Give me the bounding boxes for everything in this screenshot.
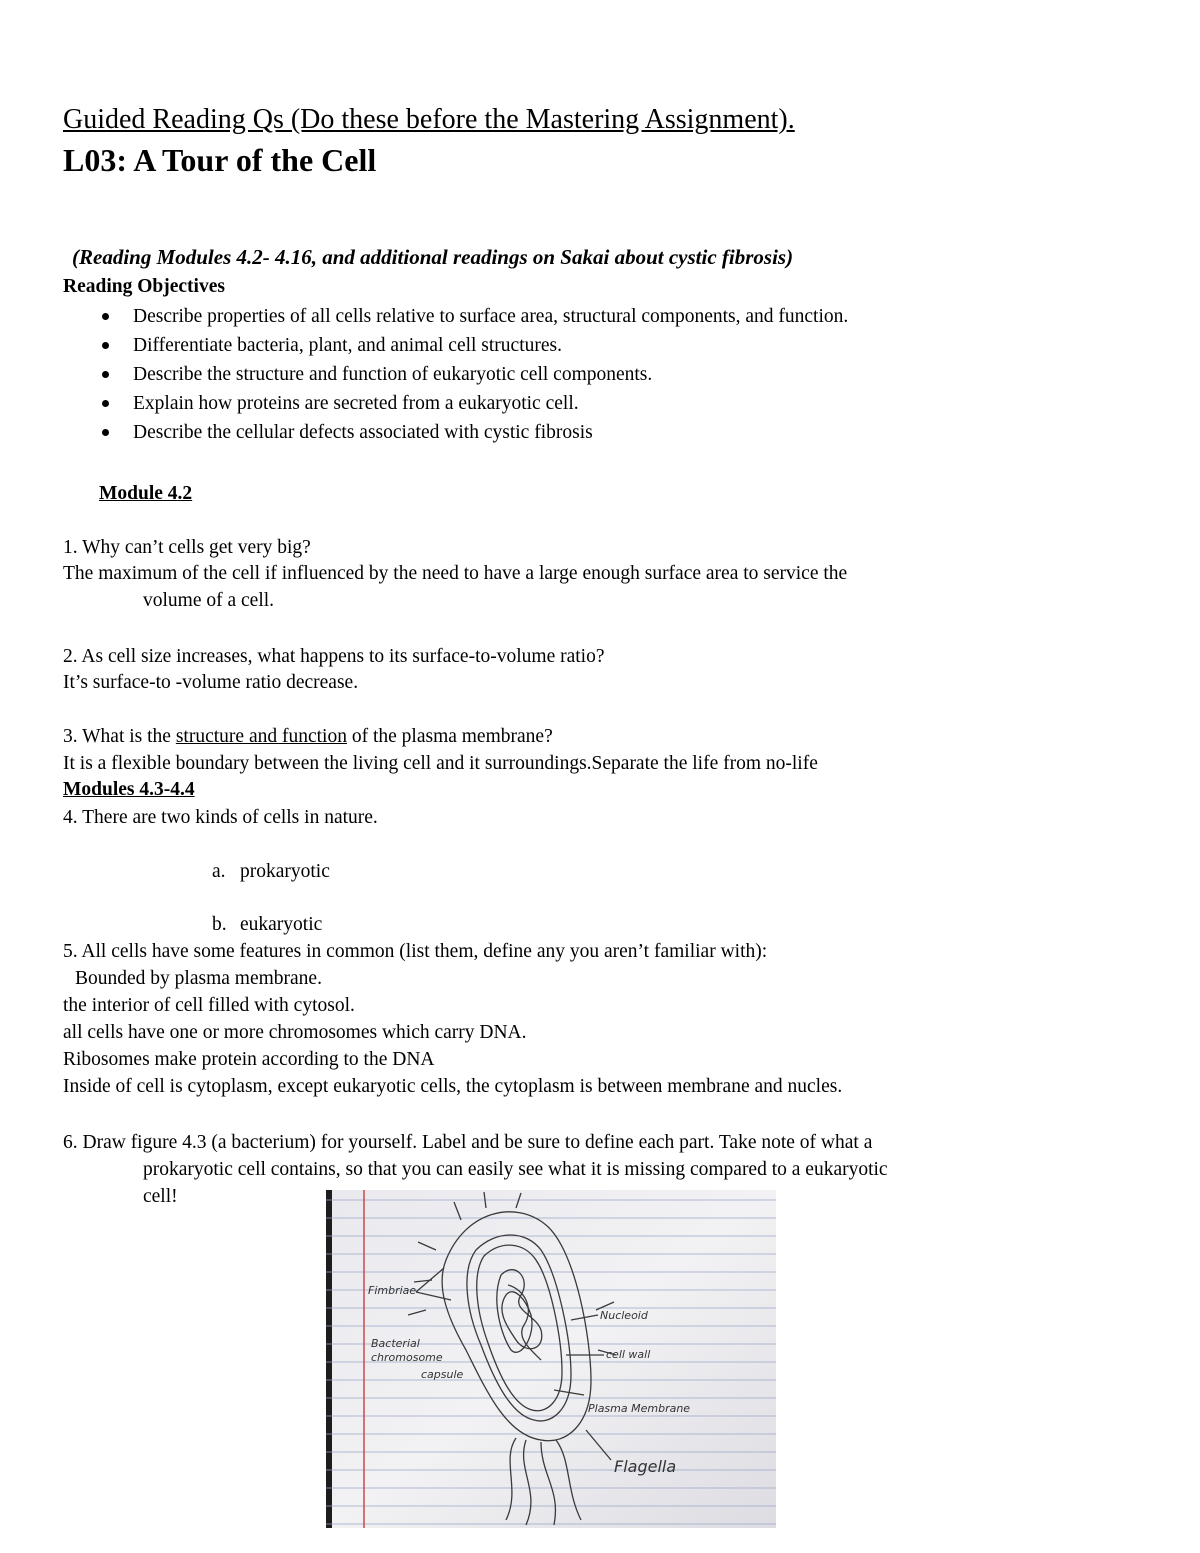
answer-2: It’s surface-to -volume ratio decrease.	[63, 672, 359, 693]
label-bacterial-chromosome-2: chromosome	[371, 1351, 443, 1364]
answer-4b-marker: b.	[212, 914, 227, 935]
question-4: 4. There are two kinds of cells in nature.	[63, 807, 378, 828]
bullet-icon	[102, 429, 109, 436]
label-nucleoid: Nucleoid	[600, 1309, 648, 1322]
answer-4a: prokaryotic	[240, 861, 330, 882]
answer-1-line-2: volume of a cell.	[143, 590, 275, 611]
question-6-line-3: cell!	[143, 1186, 178, 1207]
answer-5-item: all cells have one or more chromosomes which carry DNA.	[63, 1022, 527, 1043]
answer-5-item: Inside of cell is cytoplasm, except eukaryotic cells, the cytoplasm is between membrane and nucles.	[63, 1076, 843, 1097]
module-42-heading: Module 4.2	[99, 483, 193, 504]
bullet-icon	[102, 371, 109, 378]
bacterium-drawing-photo	[326, 1190, 776, 1528]
reading-modules-note: (Reading Modules 4.2- 4.16, and additional readings on Sakai about cystic fibrosis)	[72, 245, 794, 269]
lesson-title: L03: A Tour of the Cell	[63, 142, 377, 178]
label-plasma-membrane: Plasma Membrane	[588, 1402, 691, 1415]
label-fimbriae: Fimbriae	[368, 1284, 417, 1297]
answer-5-item: Ribosomes make protein according to the DNA	[63, 1049, 435, 1070]
modules-4344-heading: Modules 4.3-4.4	[63, 779, 195, 800]
guided-reading-title: Guided Reading Qs (Do these before the Mastering Assignment).	[63, 104, 795, 135]
objective-item: Explain how proteins are secreted from a eukaryotic cell.	[100, 389, 848, 418]
objectives-list	[100, 302, 848, 447]
question-2: 2. As cell size increases, what happens to its surface-to-volume ratio?	[63, 646, 605, 667]
answer-3: It is a flexible boundary between the living cell and it surroundings.Separate the life from no-life	[63, 753, 818, 774]
question-6-line-2: prokaryotic cell contains, so that you can easily see what it is missing compared to a eukaryotic	[143, 1159, 888, 1180]
answer-4b: eukaryotic	[240, 914, 323, 935]
objective-item: Describe the structure and function of eukaryotic cell components.	[100, 360, 848, 389]
objective-item: Differentiate bacteria, plant, and animal cell structures.	[100, 331, 848, 360]
question-3: 3. What is the structure and function of the plasma membrane?	[63, 726, 553, 747]
objective-item: Describe properties of all cells relative to surface area, structural components, and function.	[100, 302, 848, 331]
bullet-icon	[102, 342, 109, 349]
bacterium-drawing	[326, 1190, 776, 1528]
answer-5-item: the interior of cell filled with cytosol.	[63, 995, 355, 1016]
answer-1-line-1: The maximum of the cell if influenced by the need to have a large enough surface area to service the	[63, 563, 848, 584]
objectives-heading: Reading Objectives	[63, 276, 225, 297]
label-capsule: capsule	[421, 1368, 464, 1381]
question-5: 5. All cells have some features in common (list them, define any you aren’t familiar with):	[63, 941, 768, 962]
label-cell-wall: cell wall	[606, 1348, 651, 1361]
answer-5-item: Bounded by plasma membrane.	[75, 968, 322, 989]
objective-item: Describe the cellular defects associated with cystic fibrosis	[100, 418, 848, 447]
bullet-icon	[102, 400, 109, 407]
label-flagella: Flagella	[614, 1457, 677, 1476]
bullet-icon	[102, 313, 109, 320]
underlined-phrase: structure and function	[175, 726, 347, 747]
question-6-line-1: 6. Draw figure 4.3 (a bacterium) for yourself. Label and be sure to define each part. Take note of what a	[63, 1132, 873, 1153]
label-bacterial-chromosome-1: Bacterial	[371, 1337, 420, 1350]
question-1: 1. Why can’t cells get very big?	[63, 537, 311, 558]
answer-4a-marker: a.	[212, 861, 226, 882]
